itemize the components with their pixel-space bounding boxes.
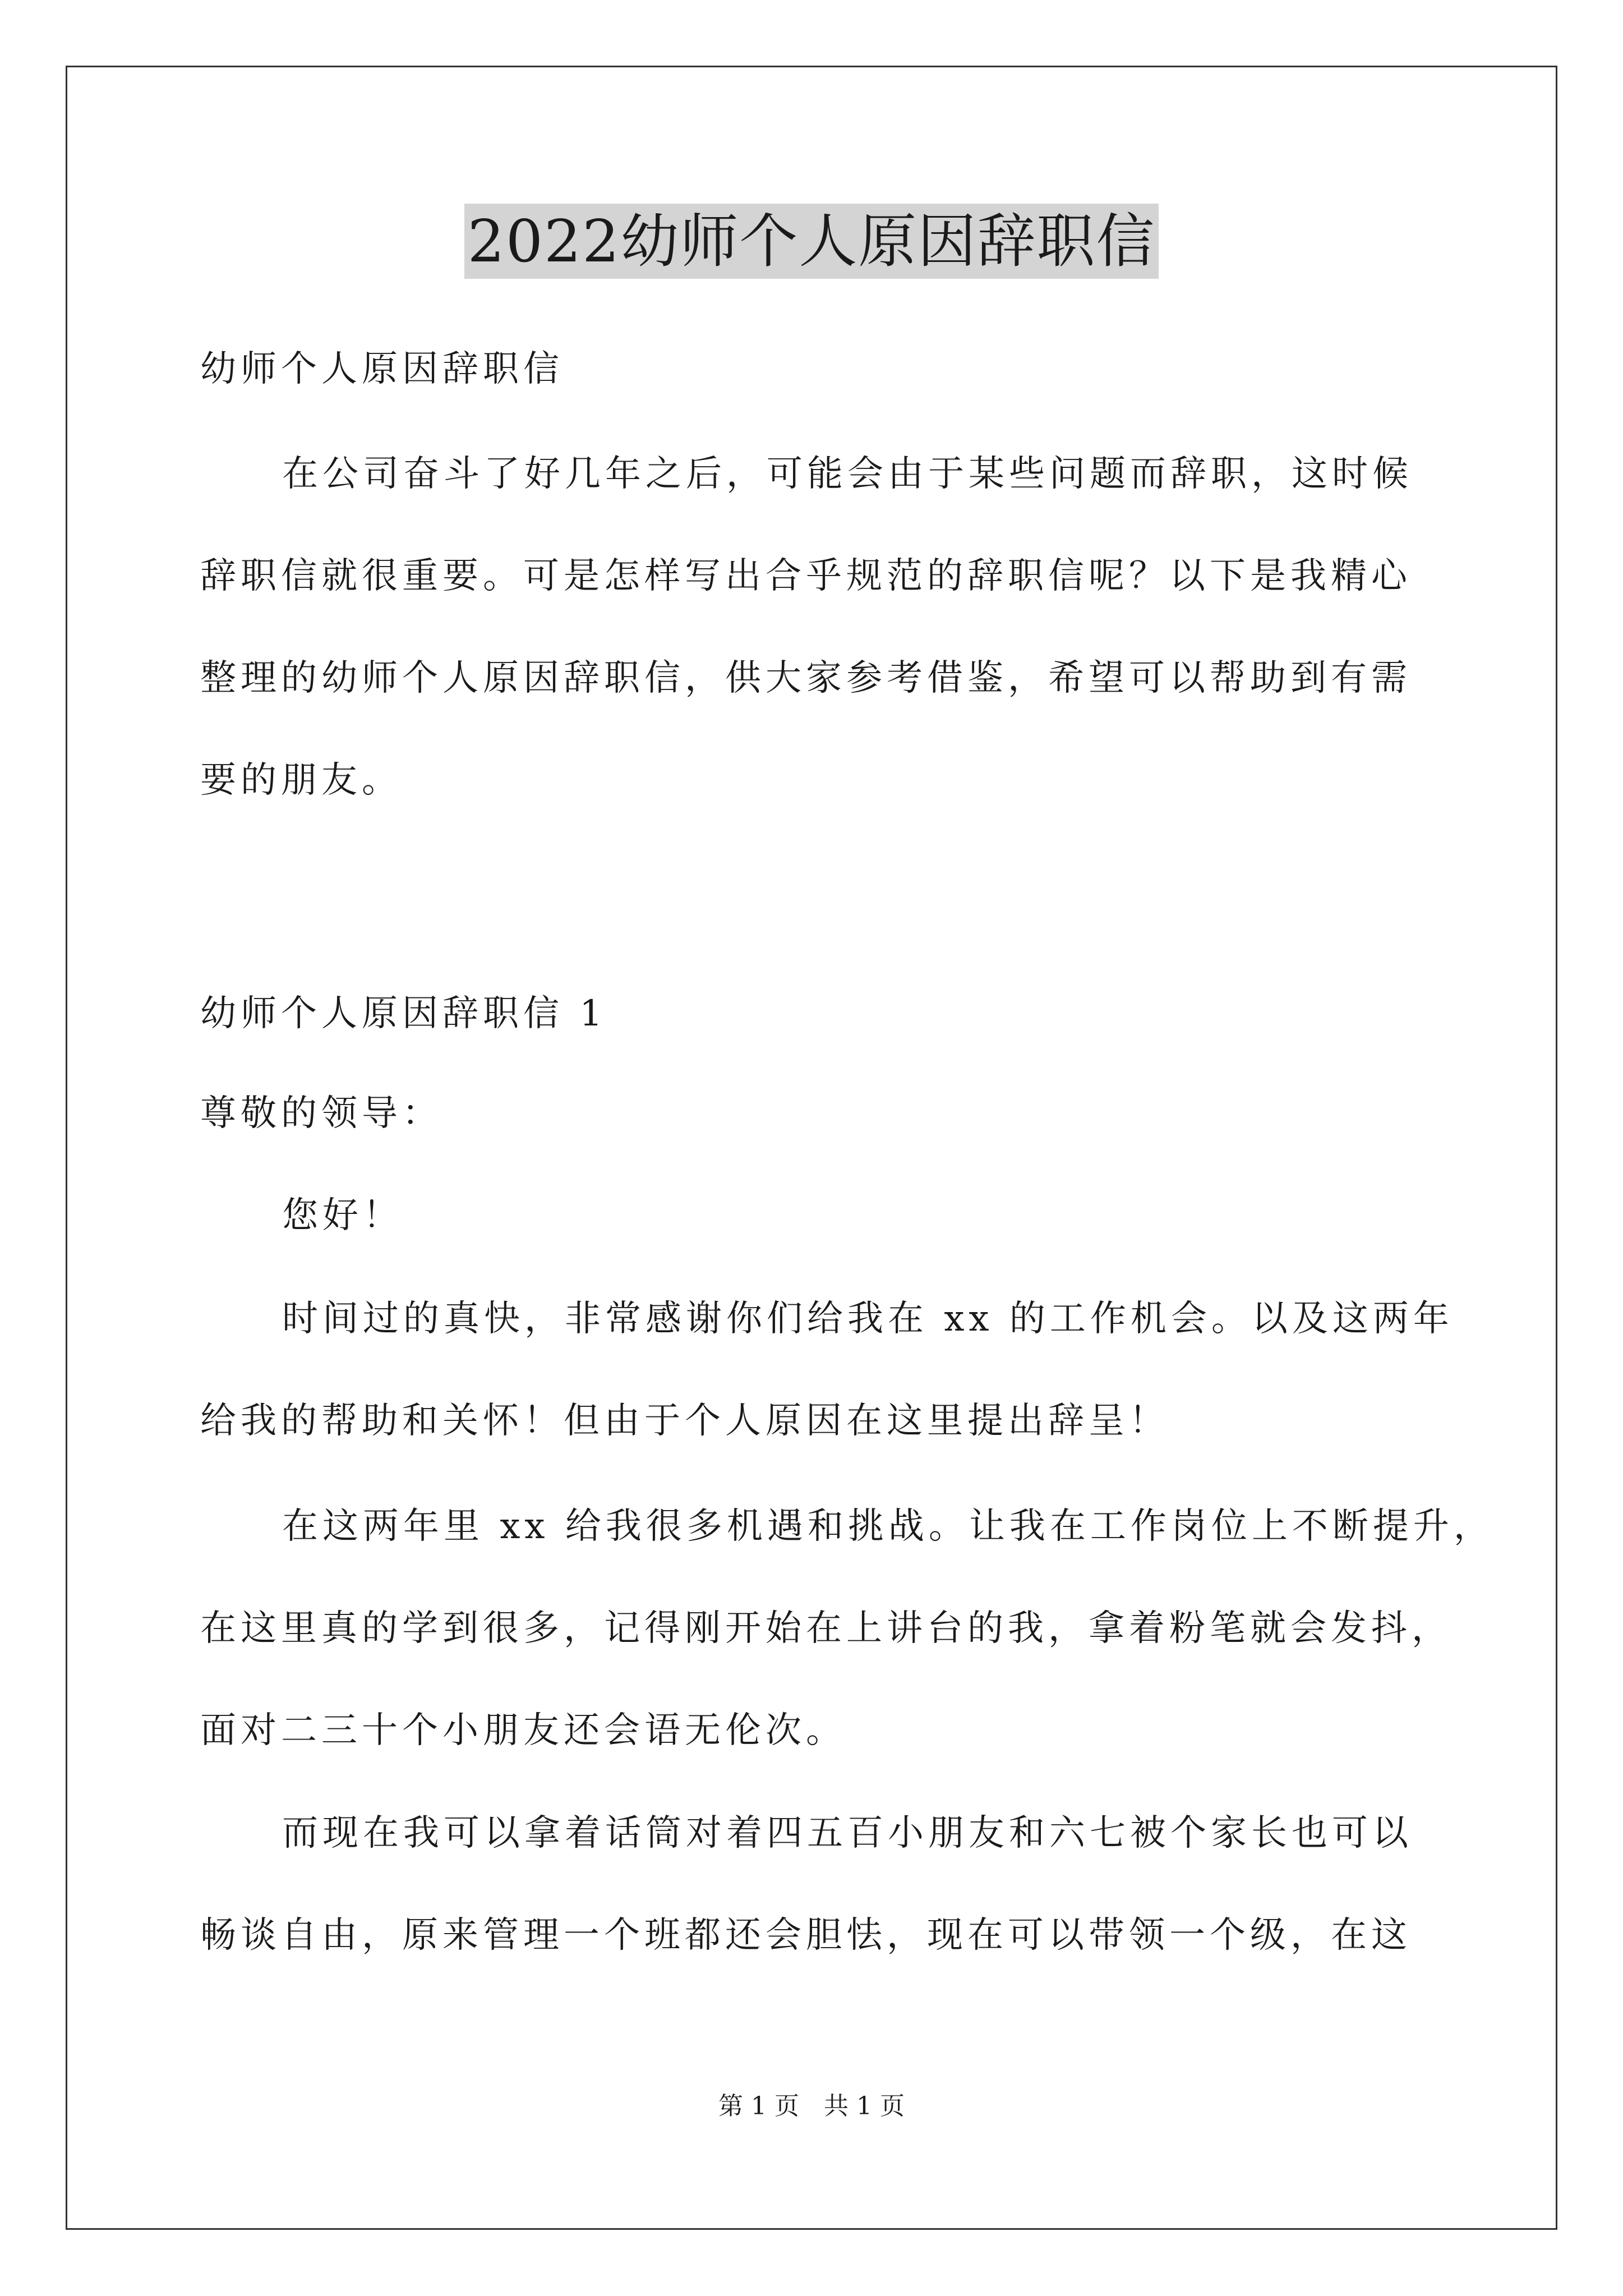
intro-line-1: 在公司奋斗了好几年之后，可能会由于某些问题而辞职，这时候: [282, 453, 1413, 495]
letter-heading: 幼师个人原因辞职信 1: [200, 993, 607, 1034]
body-line-5: 面对二三十个小朋友还会语无伦次。: [200, 1710, 846, 1751]
document-title-text: 2022幼师个人原因辞职信: [464, 204, 1159, 279]
intro-line-4: 要的朋友。: [200, 760, 402, 801]
body-line-2: 给我的帮助和关怀！但由于个人原因在这里提出辞呈！: [200, 1400, 1169, 1442]
subtitle-line: 幼师个人原因辞职信: [200, 348, 564, 390]
body-line-3: 在这两年里 xx 给我很多机遇和挑战。让我在工作岗位上不断提升，: [282, 1506, 1494, 1547]
body-line-6: 而现在我可以拿着话筒对着四五百小朋友和六七被个家长也可以: [282, 1812, 1413, 1854]
body-line-7: 畅谈自由，原来管理一个班都还会胆怯，现在可以带领一个级，在这: [200, 1915, 1412, 1956]
intro-line-3: 整理的幼师个人原因辞职信，供大家参考借鉴，希望可以帮助到有需: [200, 657, 1412, 699]
greeting: 您好！: [282, 1195, 403, 1236]
body-line-4: 在这里真的学到很多，记得刚开始在上讲台的我，拿着粉笔就会发抖，: [200, 1608, 1452, 1649]
salutation: 尊敬的领导：: [200, 1093, 442, 1134]
page-footer: 第 1 页 共 1 页: [718, 2092, 905, 2120]
intro-line-2: 辞职信就很重要。可是怎样写出合乎规范的辞职信呢？以下是我精心: [200, 555, 1412, 597]
body-line-1: 时间过的真快，非常感谢你们给我在 xx 的工作机会。以及这两年: [282, 1298, 1454, 1340]
document-title: [0, 202, 1623, 280]
